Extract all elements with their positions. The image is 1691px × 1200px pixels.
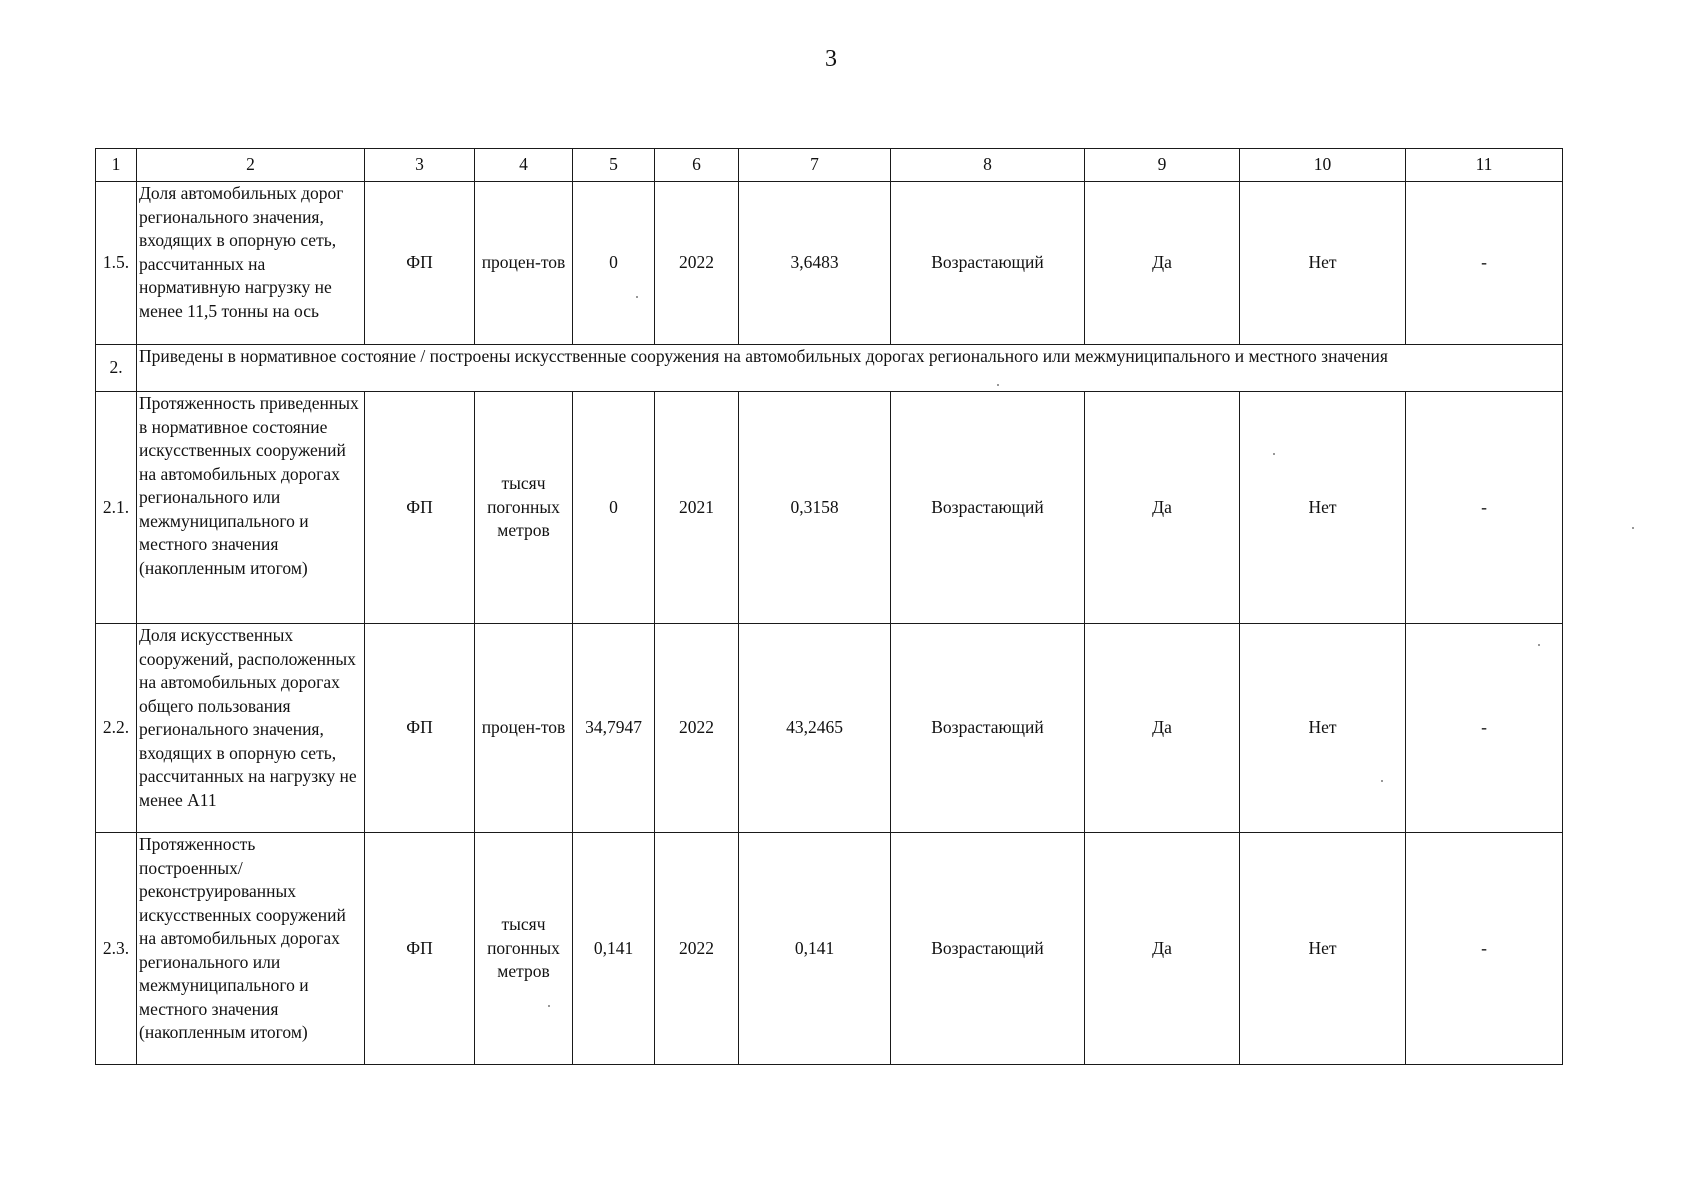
source-cell: ФП <box>365 392 475 624</box>
trend-cell: Возрастающий <box>891 833 1085 1065</box>
table-row <box>96 624 1563 833</box>
unit-cell: процен-тов <box>475 182 573 345</box>
scan-speck <box>548 1005 550 1007</box>
unit-cell: процен-тов <box>475 624 573 833</box>
row-number: 2.1. <box>96 392 137 624</box>
flag-cell: Нет <box>1240 392 1406 624</box>
year-cell: 2022 <box>655 182 739 345</box>
header-cell: 5 <box>573 149 655 182</box>
table-header-row <box>96 149 1563 182</box>
flag-cell: Да <box>1085 392 1240 624</box>
header-cell: 4 <box>475 149 573 182</box>
year-cell: 2022 <box>655 833 739 1065</box>
base-value-cell: 34,7947 <box>573 624 655 833</box>
section-row <box>96 345 1563 392</box>
indicator-name: Доля искусственных сооружений, расположенных на автомобильных дорогах общего пользования регионального значения, входящих в опорную сеть, рассчитанных на нагрузку не менее А11 <box>137 624 365 833</box>
note-cell: - <box>1406 624 1563 833</box>
row-number: 2.3. <box>96 833 137 1065</box>
header-cell: 10 <box>1240 149 1406 182</box>
header-cell: 8 <box>891 149 1085 182</box>
flag-cell: Нет <box>1240 833 1406 1065</box>
scan-speck <box>1381 780 1383 782</box>
trend-cell: Возрастающий <box>891 624 1085 833</box>
scan-speck <box>1632 527 1634 529</box>
note-cell: - <box>1406 392 1563 624</box>
source-cell: ФП <box>365 182 475 345</box>
base-value-cell: 0 <box>573 392 655 624</box>
source-cell: ФП <box>365 624 475 833</box>
row-number: 2.2. <box>96 624 137 833</box>
section-title: Приведены в нормативное состояние / построены искусственные сооружения на автомобильных дорогах регионального или межмуниципального и местного значения <box>137 345 1563 392</box>
row-number: 1.5. <box>96 182 137 345</box>
scan-speck <box>1273 453 1275 455</box>
flag-cell: Нет <box>1240 624 1406 833</box>
unit-cell: тысяч погонных метров <box>475 833 573 1065</box>
flag-cell: Да <box>1085 624 1240 833</box>
scan-speck <box>636 296 638 298</box>
header-cell: 11 <box>1406 149 1563 182</box>
header-cell: 3 <box>365 149 475 182</box>
scan-speck <box>997 384 999 386</box>
header-cell: 1 <box>96 149 137 182</box>
year-cell: 2022 <box>655 624 739 833</box>
unit-cell: тысяч погонных метров <box>475 392 573 624</box>
table-row <box>96 392 1563 624</box>
flag-cell: Да <box>1085 833 1240 1065</box>
indicator-name: Протяженность построенных/ реконструированных искусственных сооружений на автомобильных дорогах регионального или межмуниципального и местного значения (накопленным итогом) <box>137 833 365 1065</box>
flag-cell: Нет <box>1240 182 1406 345</box>
target-value-cell: 43,2465 <box>739 624 891 833</box>
target-value-cell: 3,6483 <box>739 182 891 345</box>
indicator-name: Доля автомобильных дорог регионального значения, входящих в опорную сеть, рассчитанных на нормативную нагрузку не менее 11,5 тонны на ось <box>137 182 365 345</box>
base-value-cell: 0 <box>573 182 655 345</box>
target-value-cell: 0,3158 <box>739 392 891 624</box>
indicator-table <box>95 148 1563 1065</box>
source-cell: ФП <box>365 833 475 1065</box>
scan-speck <box>1538 644 1540 646</box>
base-value-cell: 0,141 <box>573 833 655 1065</box>
row-number: 2. <box>96 345 137 392</box>
note-cell: - <box>1406 833 1563 1065</box>
note-cell: - <box>1406 182 1563 345</box>
trend-cell: Возрастающий <box>891 182 1085 345</box>
page-number: 3 <box>825 46 837 72</box>
target-value-cell: 0,141 <box>739 833 891 1065</box>
header-cell: 7 <box>739 149 891 182</box>
indicator-name: Протяженность приведенных в нормативное состояние искусственных сооружений на автомобильных дорогах регионального или межмуниципального и местного значения (накопленным итогом) <box>137 392 365 624</box>
table-row <box>96 182 1563 345</box>
trend-cell: Возрастающий <box>891 392 1085 624</box>
flag-cell: Да <box>1085 182 1240 345</box>
header-cell: 2 <box>137 149 365 182</box>
header-cell: 9 <box>1085 149 1240 182</box>
table-row <box>96 833 1563 1065</box>
year-cell: 2021 <box>655 392 739 624</box>
header-cell: 6 <box>655 149 739 182</box>
